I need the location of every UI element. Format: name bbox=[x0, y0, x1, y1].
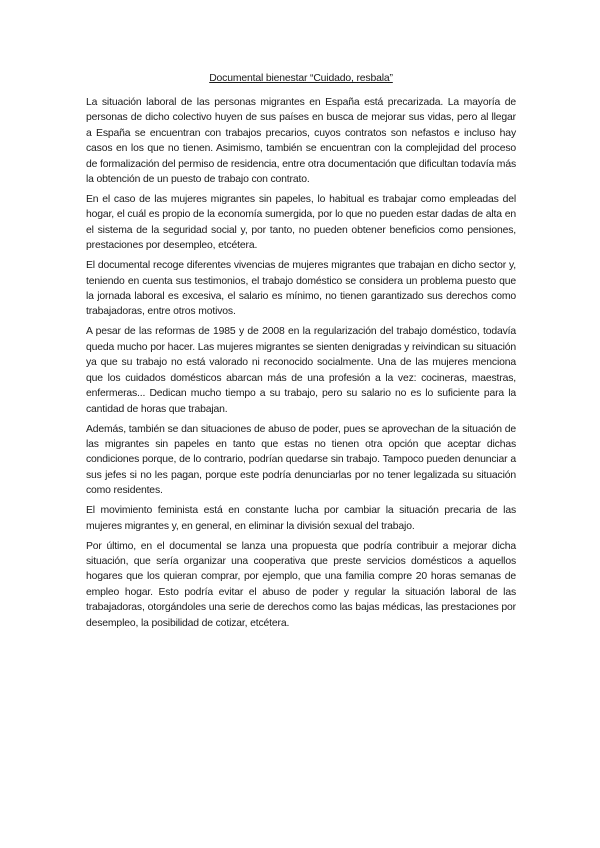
paragraph-7: Por último, en el documental se lanza una propuesta que podría contribuir a mejorar dicha situación, que sería organizar una cooperativa que preste servicios domésticos a aquellos hogares que los quieran comprar, por ejemplo, que una familia compre 20 horas semanas de empleo hogar. Esto podría evitar el abuso de poder y regular la situación laboral de las trabajadoras, otorgándoles una serie de derechos como las bajas médicas, las prestaciones por desempleo, la posibilidad de cotizar, etcétera. bbox=[86, 540, 516, 629]
document-title: Documental bienestar “Cuidado, resbala” bbox=[209, 73, 393, 84]
paragraph-5: Además, también se dan situaciones de abuso de poder, pues se aprovechan de la situación de las migrantes sin papeles en tanto que estas no tienen otra opción que aceptar dichas condiciones porque, de lo contrario, podrían quedarse sin trabajo. Tampoco pueden denunciar a sus jefes si no les pagan, porque este podría denunciarlas por no tener legalizada su situación como residentes. bbox=[86, 423, 516, 497]
paragraph-4: A pesar de las reformas de 1985 y de 2008 en la regularización del trabajo doméstico, todavía queda mucho por hacer. Las mujeres migrantes se sienten denigradas y reivindican su situación ya que su trabajo no está valorado ni reconocido socialmente. Una de las mujeres menciona que los cuidados domésticos abarcan más de una profesión a la vez: cocineras, maestras, enfermeras... Dedican mucho tiempo a su trabajo, pero su salario no es lo suficiente para la cantidad de horas que trabajan. bbox=[86, 326, 516, 415]
paragraph-1: La situación laboral de las personas migrantes en España está precarizada. La mayoría de personas de dicho colectivo huyen de sus países en busca de mejorar sus vidas, pero al llegar a España se encuentran con trabajos precarios, cuyos contratos son nefastos e incluso hay casos en los que no tienen. Asimismo, también se encuentran con la complejidad del proceso de formalización del permiso de residencia, entre otra documentación que dificultan todavía más la obtención de un puesto de trabajo con contrato. bbox=[86, 97, 516, 186]
paragraph-2: En el caso de las mujeres migrantes sin papeles, lo habitual es trabajar como empleadas del hogar, el cuál es propio de la economía sumergida, por lo que no pueden estar dadas de alta en el sistema de la seguridad social y, por tanto, no pueden obtener beneficios como pensiones, prestaciones por desempleo, etcétera. bbox=[86, 194, 516, 252]
document-page bbox=[86, 71, 516, 636]
paragraph-3: El documental recoge diferentes vivencias de mujeres migrantes que trabajan en dicho sector y, teniendo en cuenta sus testimonios, el trabajo doméstico se considera un problema puesto que la jornada laboral es excesiva, el salario es mínimo, no tienen garantizado sus derechos como trabajadoras, entre otros motivos. bbox=[86, 260, 516, 318]
paragraph-6: El movimiento feminista está en constante lucha por cambiar la situación precaria de las mujeres migrantes y, en general, en eliminar la división sexual del trabajo. bbox=[86, 505, 516, 532]
